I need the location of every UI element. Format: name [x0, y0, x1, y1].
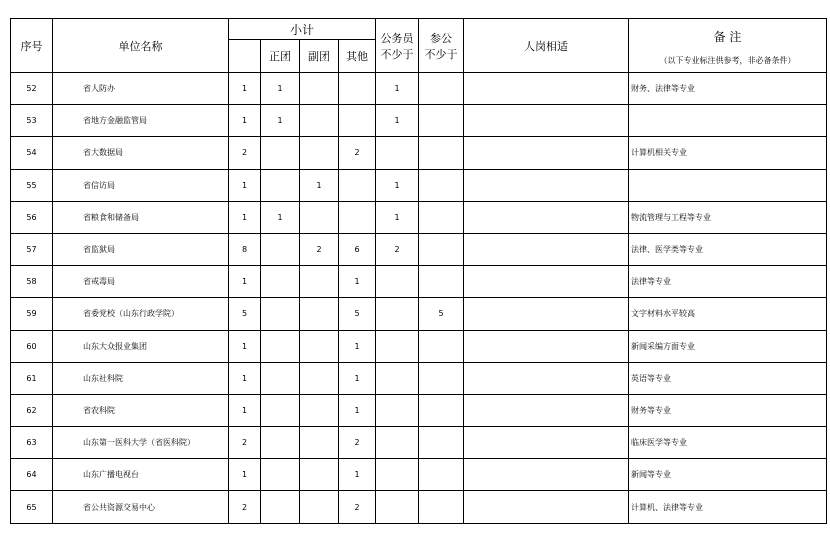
row-suitability: [464, 266, 629, 298]
row-unit-name: 山东社科院: [53, 362, 229, 394]
row-futuan: 1: [300, 169, 339, 201]
row-futuan: [300, 394, 339, 426]
row-can: 5: [419, 298, 464, 330]
row-suitability: [464, 394, 629, 426]
row-zhengtuan: 1: [261, 73, 300, 105]
row-futuan: [300, 201, 339, 233]
row-civil: 1: [376, 105, 419, 137]
header-can: [419, 19, 464, 73]
row-can: [419, 394, 464, 426]
row-futuan: [300, 137, 339, 169]
row-total: 5: [229, 298, 261, 330]
row-unit-name: 省监狱局: [53, 233, 229, 265]
row-qita: 2: [339, 137, 376, 169]
row-seq: 57: [11, 233, 53, 265]
row-suitability: [464, 169, 629, 201]
header-suitability: 人岗相适: [464, 19, 629, 73]
row-civil: 1: [376, 201, 419, 233]
row-suitability: [464, 330, 629, 362]
row-futuan: [300, 330, 339, 362]
header-can-line1: 参公: [430, 31, 452, 45]
row-suitability: [464, 233, 629, 265]
row-unit-name: 省人防办: [53, 73, 229, 105]
table-sheet: [10, 18, 827, 524]
row-civil: [376, 427, 419, 459]
row-remark: 物流管理与工程等专业: [629, 201, 827, 233]
row-unit-name: 省粮食和储备局: [53, 201, 229, 233]
row-zhengtuan: [261, 330, 300, 362]
staffing-table: [10, 18, 827, 524]
row-remark: 财务、法律等专业: [629, 73, 827, 105]
row-zhengtuan: [261, 233, 300, 265]
row-total: 8: [229, 233, 261, 265]
row-zhengtuan: 1: [261, 201, 300, 233]
row-unit-name: 山东大众报业集团: [53, 330, 229, 362]
row-remark: 财务等专业: [629, 394, 827, 426]
row-seq: 62: [11, 394, 53, 426]
row-seq: 60: [11, 330, 53, 362]
row-can: [419, 459, 464, 491]
row-seq: 65: [11, 491, 53, 523]
row-zhengtuan: [261, 491, 300, 523]
row-civil: [376, 459, 419, 491]
row-total: 1: [229, 73, 261, 105]
row-total: 1: [229, 169, 261, 201]
row-zhengtuan: [261, 427, 300, 459]
row-remark: [629, 169, 827, 201]
row-futuan: [300, 266, 339, 298]
row-suitability: [464, 362, 629, 394]
header-seq: 序号: [11, 19, 53, 73]
row-remark: 新闻等专业: [629, 459, 827, 491]
row-seq: 56: [11, 201, 53, 233]
row-civil: [376, 266, 419, 298]
row-qita: 2: [339, 427, 376, 459]
row-can: [419, 105, 464, 137]
header-civil: [376, 19, 419, 73]
row-qita: 1: [339, 394, 376, 426]
table-row: [11, 169, 827, 201]
row-suitability: [464, 459, 629, 491]
row-total: 2: [229, 137, 261, 169]
row-unit-name: 省农科院: [53, 394, 229, 426]
row-qita: 5: [339, 298, 376, 330]
row-qita: 6: [339, 233, 376, 265]
table-row: [11, 137, 827, 169]
row-can: [419, 233, 464, 265]
row-civil: [376, 298, 419, 330]
row-qita: 2: [339, 491, 376, 523]
row-futuan: [300, 105, 339, 137]
row-futuan: [300, 491, 339, 523]
row-futuan: [300, 427, 339, 459]
row-unit-name: 省公共资源交易中心: [53, 491, 229, 523]
row-qita: [339, 105, 376, 137]
table-row: [11, 330, 827, 362]
row-can: [419, 330, 464, 362]
row-unit-name: 省大数据局: [53, 137, 229, 169]
row-zhengtuan: [261, 169, 300, 201]
row-remark: 计算机、法律等专业: [629, 491, 827, 523]
row-suitability: [464, 137, 629, 169]
row-remark: [629, 105, 827, 137]
row-seq: 63: [11, 427, 53, 459]
row-total: 1: [229, 330, 261, 362]
row-remark: 英语等专业: [629, 362, 827, 394]
row-can: [419, 427, 464, 459]
row-suitability: [464, 73, 629, 105]
row-can: [419, 491, 464, 523]
row-remark: 法律、医学类等专业: [629, 233, 827, 265]
header-futuan: 副团: [300, 40, 339, 73]
row-zhengtuan: [261, 266, 300, 298]
row-futuan: [300, 73, 339, 105]
table-row: [11, 362, 827, 394]
row-civil: [376, 491, 419, 523]
header-subtotal: 小计: [229, 19, 376, 40]
row-seq: 54: [11, 137, 53, 169]
row-civil: [376, 137, 419, 169]
row-civil: [376, 362, 419, 394]
row-qita: 1: [339, 362, 376, 394]
row-seq: 59: [11, 298, 53, 330]
row-zhengtuan: [261, 459, 300, 491]
row-can: [419, 169, 464, 201]
row-suitability: [464, 491, 629, 523]
row-zhengtuan: [261, 394, 300, 426]
row-total: 1: [229, 105, 261, 137]
table-header: [11, 19, 827, 73]
table-row: [11, 105, 827, 137]
row-suitability: [464, 427, 629, 459]
row-futuan: [300, 459, 339, 491]
row-suitability: [464, 105, 629, 137]
row-civil: [376, 394, 419, 426]
row-can: [419, 362, 464, 394]
header-subtotal-blank: [229, 40, 261, 73]
table-row: [11, 266, 827, 298]
row-total: 2: [229, 491, 261, 523]
header-can-line2: 不少于: [424, 47, 458, 61]
row-civil: 2: [376, 233, 419, 265]
row-total: 1: [229, 459, 261, 491]
row-total: 2: [229, 427, 261, 459]
row-can: [419, 266, 464, 298]
row-total: 1: [229, 201, 261, 233]
row-zhengtuan: [261, 362, 300, 394]
row-unit-name: 省戒毒局: [53, 266, 229, 298]
row-unit-name: 山东广播电视台: [53, 459, 229, 491]
table-row: [11, 459, 827, 491]
header-unit: 单位名称: [53, 19, 229, 73]
row-civil: 1: [376, 73, 419, 105]
row-unit-name: 省信访局: [53, 169, 229, 201]
table-row: [11, 233, 827, 265]
row-seq: 52: [11, 73, 53, 105]
row-remark: 计算机相关专业: [629, 137, 827, 169]
row-civil: [376, 330, 419, 362]
row-can: [419, 73, 464, 105]
header-remark-title: 备 注: [713, 29, 742, 44]
row-remark: 临床医学等专业: [629, 427, 827, 459]
row-can: [419, 201, 464, 233]
row-seq: 64: [11, 459, 53, 491]
table-row: [11, 73, 827, 105]
row-qita: [339, 201, 376, 233]
row-suitability: [464, 201, 629, 233]
header-civil-line1: 公务员: [380, 31, 414, 45]
row-remark: 文字材料水平较高: [629, 298, 827, 330]
row-qita: [339, 73, 376, 105]
row-remark: 新闻采编方面专业: [629, 330, 827, 362]
table-row: [11, 427, 827, 459]
row-unit-name: 省地方金融监管局: [53, 105, 229, 137]
table-row: [11, 201, 827, 233]
row-futuan: [300, 298, 339, 330]
row-zhengtuan: [261, 298, 300, 330]
table-row: [11, 491, 827, 523]
table-body: [11, 73, 827, 524]
row-total: 1: [229, 266, 261, 298]
header-remark: [629, 19, 827, 73]
row-futuan: [300, 362, 339, 394]
row-seq: 58: [11, 266, 53, 298]
row-suitability: [464, 298, 629, 330]
row-can: [419, 137, 464, 169]
row-qita: 1: [339, 459, 376, 491]
row-zhengtuan: 1: [261, 105, 300, 137]
row-qita: [339, 169, 376, 201]
header-remark-note: （以下专业标注供参考，非必备条件）: [659, 55, 796, 65]
header-qita: 其他: [339, 40, 376, 73]
table-row: [11, 394, 827, 426]
header-zhengtuan: 正团: [261, 40, 300, 73]
row-futuan: 2: [300, 233, 339, 265]
row-remark: 法律等专业: [629, 266, 827, 298]
row-qita: 1: [339, 266, 376, 298]
row-unit-name: 省委党校（山东行政学院）: [53, 298, 229, 330]
row-seq: 61: [11, 362, 53, 394]
table-row: [11, 298, 827, 330]
row-qita: 1: [339, 330, 376, 362]
row-seq: 55: [11, 169, 53, 201]
row-total: 1: [229, 362, 261, 394]
row-civil: 1: [376, 169, 419, 201]
row-zhengtuan: [261, 137, 300, 169]
row-unit-name: 山东第一医科大学（省医科院）: [53, 427, 229, 459]
row-seq: 53: [11, 105, 53, 137]
header-civil-line2: 不少于: [380, 47, 414, 61]
row-total: 1: [229, 394, 261, 426]
